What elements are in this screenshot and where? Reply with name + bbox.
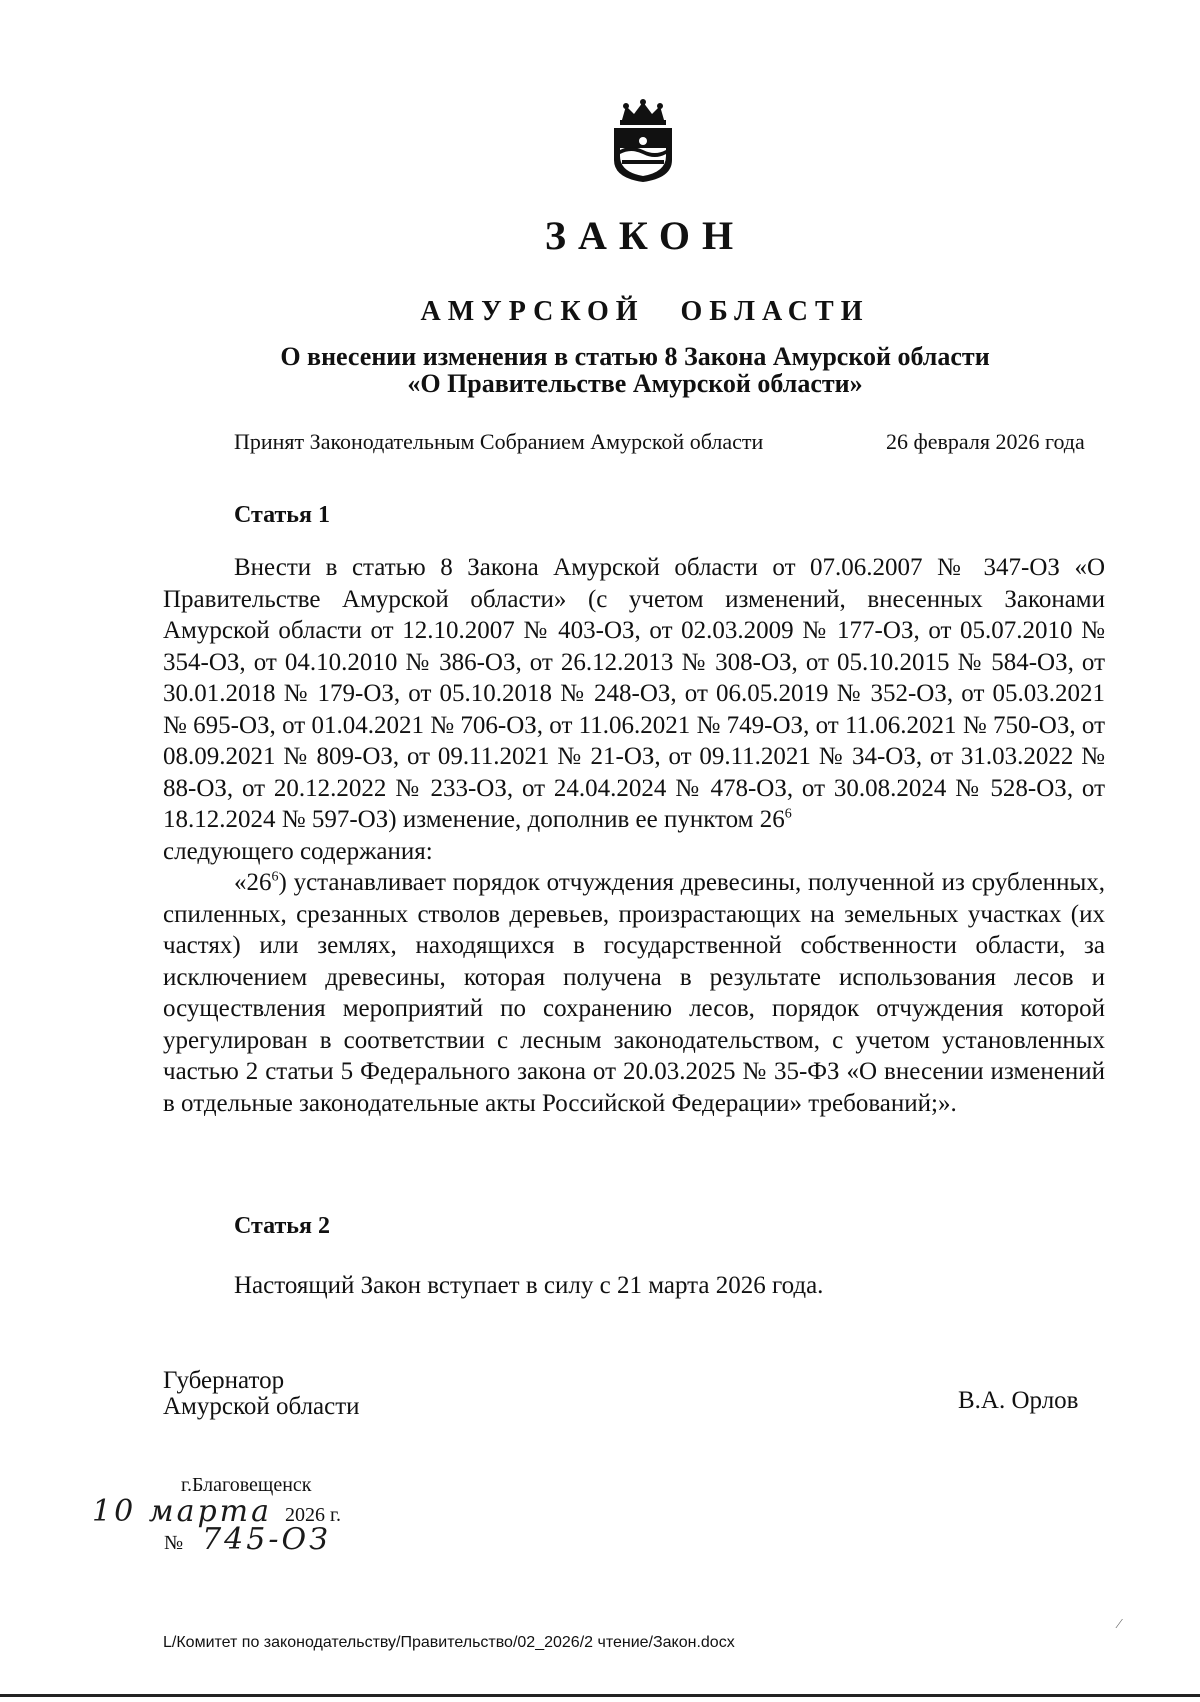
quoted-point-open: «26 <box>234 869 272 896</box>
article-2-text: Настоящий Закон вступает в силу с 21 марта 2026 года. <box>234 1272 824 1299</box>
article-1-body <box>163 552 1105 1119</box>
article-1-paragraph-1 <box>163 552 1105 836</box>
region-name: АМУРСКОЙ ОБЛАСТИ <box>420 296 870 327</box>
quoted-point-superscript: 6 <box>271 869 279 885</box>
law-subject-line-2: «О Правительстве Амурской области» <box>407 369 863 398</box>
article-1-paragraph-1-end: следующего содержания: <box>163 837 433 865</box>
law-number-line <box>164 1522 331 1557</box>
article-1-paragraph-1-text: Внести в статью 8 Закона Амурской области от 07.06.2007 № 347-ОЗ «О Правительстве Амурской области» (с учетом изменений, внесенных Законами Амурской области от 12.10.2007 № 403-ОЗ, от 02.03.2009 № 177-ОЗ, от 05.07.2010 № 354-ОЗ, от 04.10.2010 № 386-ОЗ, от 26.12.2013 № 308-ОЗ, от 05.10.2015 № 584-ОЗ, от 30.01.2018 № 179-ОЗ, от 05.10.2018 № 248-ОЗ, от 06.05.2019 № 352-ОЗ, от 05.03.2021 № 695-ОЗ, от 01.04.2021 № 706-ОЗ, от 11.06.2021 № 749-ОЗ, от 11.06.2021 № 750-ОЗ, от 08.09.2021 № 809-ОЗ, от 09.11.2021 № 21-ОЗ, от 09.11.2021 № 34-ОЗ, от 31.03.2022 № 88-ОЗ, от 20.12.2022 № 233-ОЗ, от 24.04.2024 № 478-ОЗ, от 30.08.2024 № 528-ОЗ, от 18.12.2024 № 597-ОЗ) изменение, дополнив ее пунктом 26 <box>163 554 1105 833</box>
signing-city: г.Благовещенск <box>181 1474 312 1496</box>
signatory-position-line-1: Губернатор <box>163 1367 285 1394</box>
adoption-date: 26 февраля 2026 года <box>886 429 1085 454</box>
signatory-name: В.А. Орлов <box>958 1387 1079 1414</box>
law-subject-line-1: О внесении изменения в статью 8 Закона Амурской области <box>280 342 990 371</box>
article-1-heading: Статья 1 <box>234 502 330 528</box>
signatory-position <box>163 1368 360 1420</box>
handwritten-date: 10 марта <box>92 1494 273 1529</box>
quoted-point-text: ) устанавливает порядок отчуждения древесины, полученной из срубленных, спиленных, срезанных стволов деревьев, произрастающих на земельных участках (их частях) или землях, находящихся в государственной собственности области, за исключением древесины, которая получена в результате использования лесов и осуществления мероприятий по сохранению лесов, порядок отчуждения которой урегулирован в соответствии с лесным законодательством, с учетом установленных частью 2 статьи 5 Федерального закона от 20.03.2025 № 35-ФЗ «О внесении изменений в отдельные законодательные акты Российской Федерации» требований;». <box>163 869 1105 1117</box>
signing-year: 2026 г. <box>285 1504 341 1526</box>
document-title: ЗАКОН <box>544 213 746 258</box>
point-superscript: 6 <box>784 806 792 822</box>
article-2-heading: Статья 2 <box>234 1213 330 1239</box>
law-number-prefix: № <box>164 1532 184 1554</box>
coat-of-arms-emblem <box>608 98 678 184</box>
page-bottom-edge <box>0 1694 1200 1697</box>
adoption-text: Принят Законодательным Собранием Амурской области <box>234 429 764 454</box>
scan-mark-icon: ⁄ <box>1118 1617 1121 1632</box>
file-path-footer: L/Комитет по законодательству/Правительство/02_2026/2 чтение/Закон.docx <box>163 1634 735 1651</box>
article-1-quoted-paragraph <box>163 867 1105 1119</box>
handwritten-law-number: 745-ОЗ <box>202 1522 331 1557</box>
law-subject <box>0 343 1200 397</box>
signatory-position-line-2: Амурской области <box>163 1393 360 1420</box>
